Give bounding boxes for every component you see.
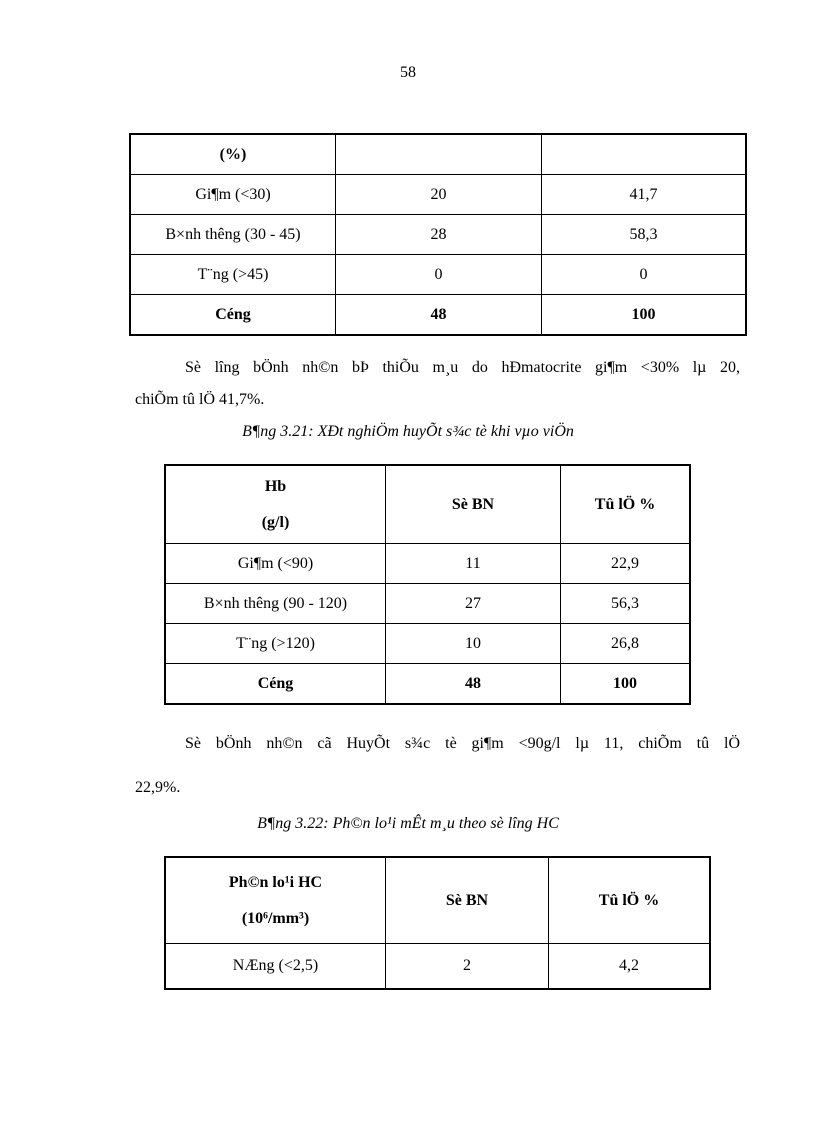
table-caption-3-21: B¶ng 3.21: XÐt nghiÖm huyÕt s¾c tè khi vµo viÖn — [242, 423, 574, 440]
table-header-row — [165, 857, 710, 944]
total-count: 48 — [336, 295, 542, 336]
table-total-row — [165, 664, 690, 705]
row-label: NÆng (<2,5) — [165, 944, 386, 990]
row-count: 2 — [386, 944, 549, 990]
total-label: Céng — [165, 664, 386, 705]
row-count: 10 — [386, 624, 561, 664]
row-label: Gi¶m (<90) — [165, 544, 386, 584]
table-row — [165, 584, 690, 624]
header-line: Ph©n lo¹i HC — [228, 873, 323, 891]
table-header-cell: Tû lÖ % — [549, 857, 711, 944]
table-cell — [542, 134, 747, 175]
table-header-cell: Tû lÖ % — [561, 465, 691, 544]
total-percent: 100 — [542, 295, 747, 336]
paragraph-hemoglobin — [135, 722, 740, 810]
table-caption-3-22: B¶ng 3.22: Ph©n lo¹i mÊt m¸u theo sè lîng HC — [257, 815, 559, 832]
table-header-row — [165, 465, 690, 544]
header-line: Hb — [264, 477, 287, 495]
table-hemoglobin — [164, 464, 691, 705]
row-percent: 0 — [542, 255, 747, 295]
paragraph-hematocrite — [135, 352, 740, 416]
row-percent: 56,3 — [561, 584, 691, 624]
table-row — [165, 544, 690, 584]
header-line: (g/l) — [261, 513, 290, 531]
row-label: B×nh thêng (90 - 120) — [165, 584, 386, 624]
row-percent: 58,3 — [542, 215, 747, 255]
table-header-cell: Sè BN — [386, 465, 561, 544]
table-cell — [336, 134, 542, 175]
header-line: (10⁶/mm³) — [241, 909, 310, 927]
page-number: 58 — [400, 64, 416, 81]
table-row — [165, 944, 710, 990]
table-row — [130, 175, 746, 215]
table-row — [165, 624, 690, 664]
row-label: Gi¶m (<30) — [130, 175, 336, 215]
table-header-cell: (%) — [130, 134, 336, 175]
row-percent: 22,9 — [561, 544, 691, 584]
table-header-cell: Sè BN — [386, 857, 549, 944]
paragraph-line: chiÕm tû lÖ 41,7%. — [135, 391, 265, 408]
row-count: 28 — [336, 215, 542, 255]
total-percent: 100 — [561, 664, 691, 705]
table-row — [130, 255, 746, 295]
row-count: 27 — [386, 584, 561, 624]
paragraph-line: Sè lîng bÖnh nh©n bÞ thiÕu m¸u do hÐmatocrite gi¶m <30% lµ 20, — [185, 359, 740, 376]
table-total-row — [130, 295, 746, 336]
row-count: 11 — [386, 544, 561, 584]
table-header-cell — [165, 465, 386, 544]
row-label: B×nh thêng (30 - 45) — [130, 215, 336, 255]
row-label: T¨ng (>45) — [130, 255, 336, 295]
row-percent: 26,8 — [561, 624, 691, 664]
row-label: T¨ng (>120) — [165, 624, 386, 664]
row-count: 0 — [336, 255, 542, 295]
paragraph-line: Sè bÖnh nh©n cã HuyÕt s¾c tè gi¶m <90g/l lµ 11, chiÕm tû lÖ — [185, 735, 740, 752]
row-percent: 4,2 — [549, 944, 711, 990]
row-percent: 41,7 — [542, 175, 747, 215]
paragraph-line: 22,9%. — [135, 779, 181, 796]
total-label: Céng — [130, 295, 336, 336]
table-header-cell — [165, 857, 386, 944]
table-row — [130, 215, 746, 255]
table-blood-loss — [164, 856, 711, 990]
row-count: 20 — [336, 175, 542, 215]
total-count: 48 — [386, 664, 561, 705]
table-header-row — [130, 134, 746, 175]
table-hematocrite — [129, 133, 747, 336]
